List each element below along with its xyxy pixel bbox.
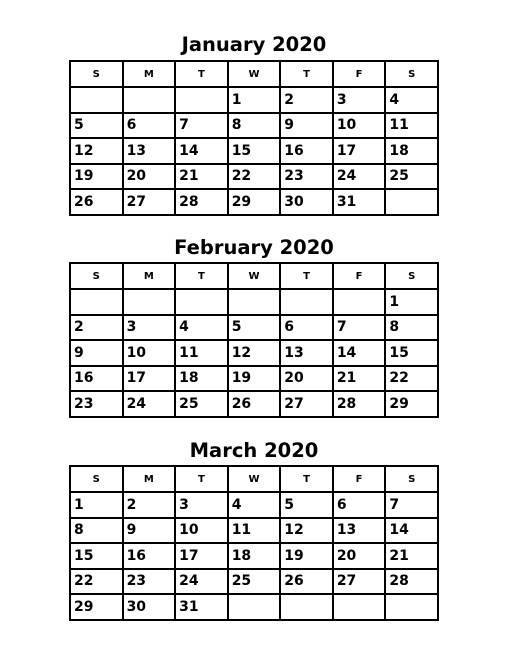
day-cell: 20 [280, 366, 333, 392]
day-cell: 13 [333, 518, 386, 544]
day-cell: 7 [333, 315, 386, 341]
week-row [70, 113, 438, 139]
day-cell [123, 289, 176, 315]
day-cell: 26 [280, 569, 333, 595]
weekday-header: S [385, 61, 438, 87]
day-cell: 4 [175, 315, 228, 341]
day-cell: 14 [175, 138, 228, 164]
week-row [70, 391, 438, 417]
day-cell: 27 [123, 189, 176, 215]
month-title: February 2020 [174, 236, 334, 259]
weekday-header-row [70, 263, 438, 289]
day-cell: 9 [123, 518, 176, 544]
day-cell: 16 [123, 543, 176, 569]
week-row [70, 289, 438, 315]
weekday-header: S [70, 466, 123, 492]
day-cell: 28 [175, 189, 228, 215]
day-cell: 26 [70, 189, 123, 215]
day-cell: 15 [385, 340, 438, 366]
day-cell: 21 [175, 164, 228, 190]
day-cell [123, 87, 176, 113]
week-row [70, 569, 438, 595]
weekday-header: T [175, 263, 228, 289]
day-cell: 19 [228, 366, 281, 392]
weekday-header: S [70, 61, 123, 87]
day-cell: 26 [228, 391, 281, 417]
week-row [70, 315, 438, 341]
day-cell: 29 [70, 594, 123, 620]
day-cell: 7 [385, 492, 438, 518]
day-cell: 4 [385, 87, 438, 113]
day-cell: 20 [123, 164, 176, 190]
day-cell: 5 [228, 315, 281, 341]
weekday-header: T [280, 466, 333, 492]
day-cell: 27 [333, 569, 386, 595]
day-cell: 23 [280, 164, 333, 190]
day-cell: 21 [333, 366, 386, 392]
day-cell: 29 [228, 189, 281, 215]
day-cell: 23 [70, 391, 123, 417]
weekday-header: W [228, 466, 281, 492]
weekday-header: T [175, 466, 228, 492]
day-cell: 6 [123, 113, 176, 139]
day-cell: 11 [175, 340, 228, 366]
weekday-header: W [228, 61, 281, 87]
week-row [70, 87, 438, 113]
day-cell: 6 [333, 492, 386, 518]
weekday-header: M [123, 263, 176, 289]
weekday-header-row [70, 61, 438, 87]
day-cell: 29 [385, 391, 438, 417]
week-row [70, 138, 438, 164]
day-cell: 1 [385, 289, 438, 315]
day-cell [333, 594, 386, 620]
day-cell [280, 289, 333, 315]
day-cell: 9 [280, 113, 333, 139]
day-cell: 14 [385, 518, 438, 544]
day-cell: 8 [228, 113, 281, 139]
day-cell [228, 594, 281, 620]
day-cell: 28 [385, 569, 438, 595]
day-cell [70, 87, 123, 113]
day-cell: 2 [280, 87, 333, 113]
day-cell [228, 289, 281, 315]
month-grid [69, 465, 439, 621]
day-cell: 3 [333, 87, 386, 113]
day-cell: 19 [280, 543, 333, 569]
month-grid [69, 262, 439, 418]
day-cell: 19 [70, 164, 123, 190]
day-cell: 12 [280, 518, 333, 544]
week-row [70, 164, 438, 190]
day-cell [333, 289, 386, 315]
day-cell: 10 [175, 518, 228, 544]
day-cell: 17 [333, 138, 386, 164]
day-cell: 5 [280, 492, 333, 518]
day-cell: 16 [70, 366, 123, 392]
weekday-header: F [333, 466, 386, 492]
weekday-header-row [70, 466, 438, 492]
day-cell: 8 [385, 315, 438, 341]
day-cell: 2 [70, 315, 123, 341]
week-row [70, 340, 438, 366]
day-cell: 24 [175, 569, 228, 595]
day-cell: 2 [123, 492, 176, 518]
day-cell: 11 [385, 113, 438, 139]
week-row [70, 189, 438, 215]
month-title: January 2020 [181, 33, 327, 56]
day-cell: 23 [123, 569, 176, 595]
day-cell: 20 [333, 543, 386, 569]
week-row [70, 518, 438, 544]
day-cell: 25 [385, 164, 438, 190]
day-cell: 15 [70, 543, 123, 569]
weekday-header: M [123, 466, 176, 492]
day-cell: 6 [280, 315, 333, 341]
month-grid [69, 60, 439, 216]
day-cell: 12 [228, 340, 281, 366]
day-cell: 30 [123, 594, 176, 620]
day-cell: 31 [333, 189, 386, 215]
week-row [70, 594, 438, 620]
day-cell: 27 [280, 391, 333, 417]
day-cell: 3 [175, 492, 228, 518]
day-cell: 8 [70, 518, 123, 544]
day-cell [385, 594, 438, 620]
day-cell: 13 [280, 340, 333, 366]
day-cell: 10 [123, 340, 176, 366]
day-cell: 17 [123, 366, 176, 392]
day-cell [70, 289, 123, 315]
day-cell: 1 [70, 492, 123, 518]
weekday-header: F [333, 263, 386, 289]
day-cell: 12 [70, 138, 123, 164]
weekday-header: S [385, 466, 438, 492]
day-cell: 16 [280, 138, 333, 164]
day-cell: 22 [228, 164, 281, 190]
day-cell [175, 87, 228, 113]
day-cell: 11 [228, 518, 281, 544]
day-cell: 15 [228, 138, 281, 164]
day-cell: 4 [228, 492, 281, 518]
week-row [70, 543, 438, 569]
day-cell: 10 [333, 113, 386, 139]
day-cell: 18 [175, 366, 228, 392]
day-cell [175, 289, 228, 315]
weekday-header: M [123, 61, 176, 87]
day-cell: 24 [333, 164, 386, 190]
weekday-header: T [280, 263, 333, 289]
weekday-header: S [385, 263, 438, 289]
day-cell: 22 [70, 569, 123, 595]
month-title: March 2020 [189, 439, 319, 462]
week-row [70, 492, 438, 518]
day-cell: 22 [385, 366, 438, 392]
day-cell: 21 [385, 543, 438, 569]
week-row [70, 366, 438, 392]
day-cell: 14 [333, 340, 386, 366]
weekday-header: T [175, 61, 228, 87]
day-cell: 7 [175, 113, 228, 139]
day-cell: 28 [333, 391, 386, 417]
day-cell: 25 [228, 569, 281, 595]
day-cell [385, 189, 438, 215]
weekday-header: W [228, 263, 281, 289]
day-cell: 25 [175, 391, 228, 417]
day-cell: 31 [175, 594, 228, 620]
day-cell: 3 [123, 315, 176, 341]
weekday-header: S [70, 263, 123, 289]
day-cell: 24 [123, 391, 176, 417]
day-cell [280, 594, 333, 620]
day-cell: 9 [70, 340, 123, 366]
day-cell: 13 [123, 138, 176, 164]
day-cell: 18 [385, 138, 438, 164]
day-cell: 30 [280, 189, 333, 215]
day-cell: 1 [228, 87, 281, 113]
weekday-header: T [280, 61, 333, 87]
day-cell: 5 [70, 113, 123, 139]
day-cell: 18 [228, 543, 281, 569]
weekday-header: F [333, 61, 386, 87]
day-cell: 17 [175, 543, 228, 569]
